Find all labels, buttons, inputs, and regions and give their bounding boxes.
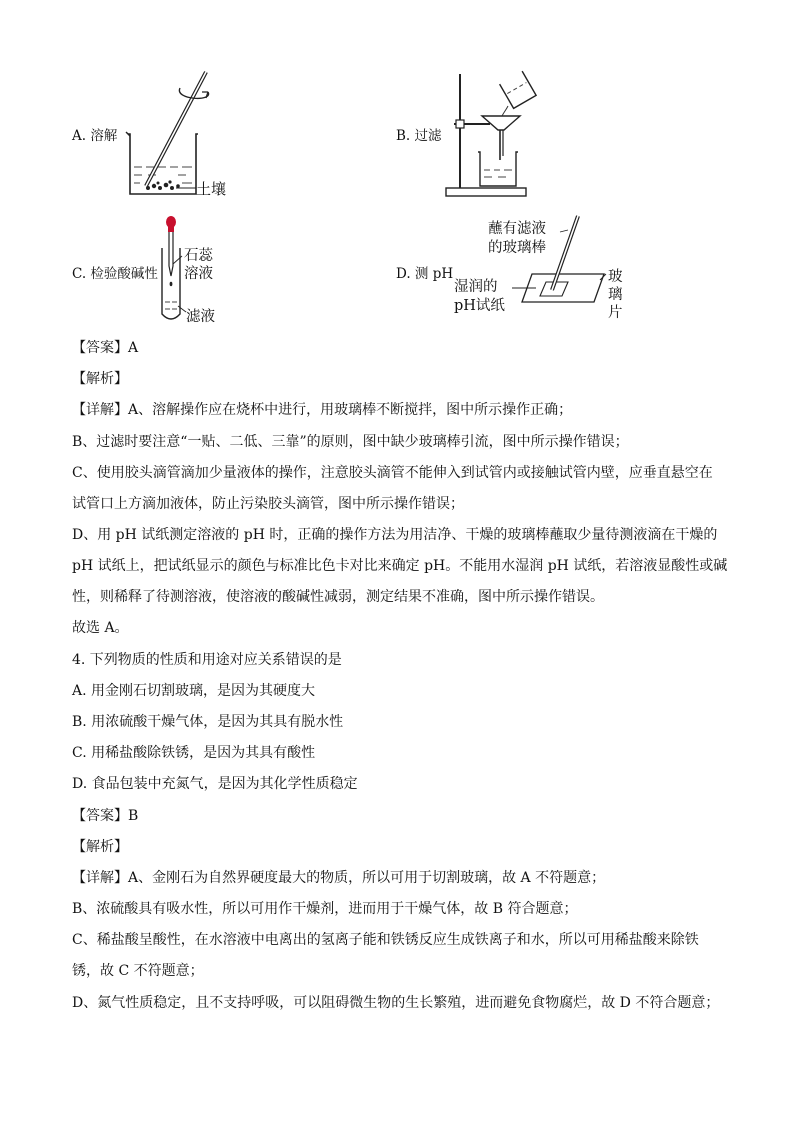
litmus-annotation-line1: 石蕊 xyxy=(184,248,213,264)
option-c-label: C. 检验酸碱性 xyxy=(72,266,158,282)
q4-detail-line: D、氮气性质稳定，且不支持呼吸，可以阻碍微生物的生长繁殖，进而避免食物腐烂，故 D 不符合题意； xyxy=(72,995,720,1011)
q3-conclusion: 故选 A。 xyxy=(72,620,129,636)
q4-option-c: C. 用稀盐酸除铁锈，是因为其具有酸性 xyxy=(72,745,316,761)
q3-detail-line: 性，则稀释了待测溶液，使溶液的酸碱性减弱，测定结果不准确，图中所示操作错误。 xyxy=(72,589,604,605)
q3-detail-line: 【详解】A、溶解操作应在烧杯中进行，用玻璃棒不断搅拌，图中所示操作正确； xyxy=(72,402,573,418)
q4-detail-line: B、浓硫酸具有吸水性，所以可用作干燥剂，进而用于干燥气体，故 B 符合题意； xyxy=(72,901,578,917)
ph-paper-annotation-line2: pH试纸 xyxy=(454,298,505,314)
q4-detail-line: C、稀盐酸呈酸性，在水溶液中电离出的氢离子能和铁锈反应生成铁离子和水，所以可用稀盐酸来除铁 xyxy=(72,932,699,948)
glass-plate-annotation-line1: 玻 xyxy=(608,269,623,285)
q3-answer: 【答案】A xyxy=(72,340,139,356)
q3-detail-line: 试管口上方滴加液体，防止污染胶头滴管，图中所示操作错误； xyxy=(72,496,464,512)
glass-plate-annotation-line2: 璃 xyxy=(608,287,623,303)
litmus-annotation-line2: 溶液 xyxy=(184,266,213,282)
filtrate-annotation: 滤液 xyxy=(186,309,215,325)
option-a-label: A. 溶解 xyxy=(72,128,118,144)
q3-detail-line: pH 试纸上，把试纸显示的颜色与标准比色卡对比来确定 pH。不能用水湿润 pH 试纸，若溶液显酸性或碱 xyxy=(72,558,728,574)
q4-stem: 4. 下列物质的性质和用途对应关系错误的是 xyxy=(72,652,342,668)
ph-paper-annotation-line1: 湿润的 xyxy=(454,279,498,295)
dissolve-beaker-figure xyxy=(118,66,248,201)
glass-plate-annotation xyxy=(608,268,623,322)
q4-option-b: B. 用浓硫酸干燥气体，是因为其具有脱水性 xyxy=(72,714,344,730)
soil-annotation: 土壤 xyxy=(196,180,227,198)
option-d-label: D. 测 pH xyxy=(396,266,454,282)
rod-annotation-line2: 的玻璃棒 xyxy=(488,240,546,256)
rod-annotation-line1: 蘸有滤液 xyxy=(488,221,546,237)
q3-analysis-heading: 【解析】 xyxy=(72,371,128,387)
q4-option-d: D. 食品包装中充氮气，是因为其化学性质稳定 xyxy=(72,776,358,792)
glass-plate-annotation-line3: 片 xyxy=(608,305,623,321)
filtration-stand-figure xyxy=(444,70,544,198)
rod-annotation xyxy=(488,220,546,258)
option-b-label: B. 过滤 xyxy=(396,128,442,144)
q4-detail-line: 【详解】A、金刚石为自然界硬度最大的物质，所以可用于切割玻璃，故 A 不符题意； xyxy=(72,870,606,886)
q3-detail-line: C、使用胶头滴管滴加少量液体的操作，注意胶头滴管不能伸入到试管内或接触试管内壁，应垂直悬空在 xyxy=(72,465,713,481)
q4-detail-line: 锈，故 C 不符题意； xyxy=(72,963,204,979)
litmus-annotation xyxy=(184,247,213,283)
q3-detail-line: B、过滤时要注意“一贴、二低、三靠”的原则，图中缺少玻璃棒引流，图中所示操作错误； xyxy=(72,434,629,450)
q3-detail-line: D、用 pH 试纸测定溶液的 pH 时，正确的操作方法为用洁净、干燥的玻璃棒蘸取少量待测液滴在干燥的 xyxy=(72,527,718,543)
q4-analysis-heading: 【解析】 xyxy=(72,839,128,855)
q4-option-a: A. 用金刚石切割玻璃，是因为其硬度大 xyxy=(72,683,316,699)
q4-answer: 【答案】B xyxy=(72,808,139,824)
ph-paper-annotation xyxy=(454,278,505,316)
